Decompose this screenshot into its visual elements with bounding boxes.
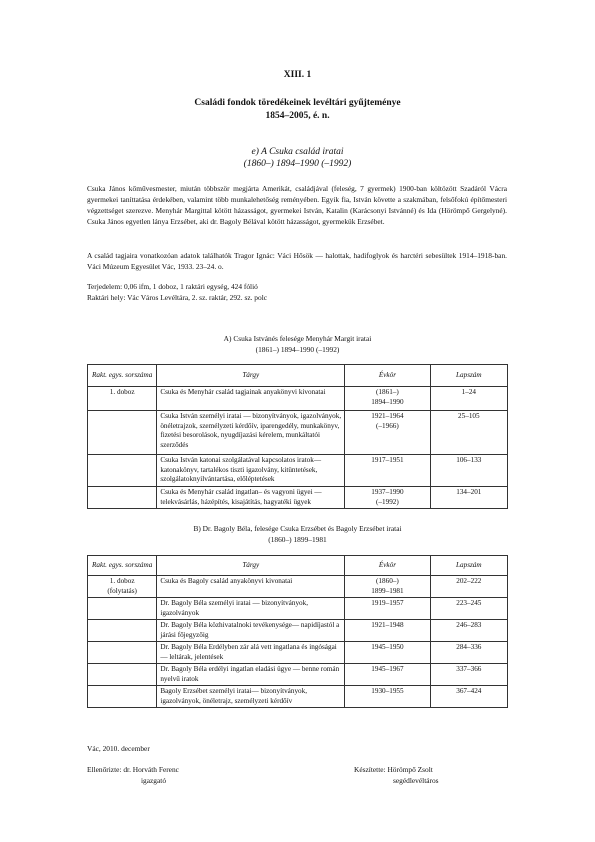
row-years: 1919–1957	[345, 598, 430, 620]
section-a-years: (1861–) 1894–1990 (–1992)	[255, 345, 340, 354]
row-years: 1945–1967	[345, 664, 430, 686]
table-row	[88, 576, 508, 598]
row-pages: 367–424	[430, 686, 507, 708]
row-pages: 25–105	[430, 411, 507, 455]
row-unit	[88, 642, 157, 664]
table-row	[88, 642, 508, 664]
row-years: 1921–1964 (–1966)	[345, 411, 430, 455]
row-pages: 246–283	[430, 620, 507, 642]
row-years: 1930–1955	[345, 686, 430, 708]
fond-title: e) A Csuka család iratai	[251, 147, 344, 157]
section-a-title: A) Csuka Istvánés felesége Menyhár Margit iratai	[223, 334, 372, 343]
intro-paragraph-sources: A család tagjaira vonatkozóan adatok találhatók Tragor Ignác: Váci Hősök — halottak, hadifoglyok és harctéri sebesültek 1914–1918-ban. Váci Múzeum Egyesület Vác, 1933. 23–24. o.	[87, 251, 507, 271]
table-row	[88, 387, 508, 411]
header-years: Évkör	[345, 556, 430, 576]
row-pages: 202–222	[430, 576, 507, 598]
row-pages: 106–133	[430, 455, 507, 487]
header-years: Évkör	[345, 365, 430, 387]
prepared-by-role: segédlevéltáros	[393, 776, 439, 785]
table-row	[88, 620, 508, 642]
row-subject: Dr. Bagoly Béla Erdélyben zár alá vett ingatlana és ingóságai— leltárak, jelentések	[157, 642, 345, 664]
row-pages: 284–336	[430, 642, 507, 664]
row-subject: Csuka és Menyhár család tagjainak anyakönyvi kivonatai	[157, 387, 345, 411]
header-pages: Lapszám	[430, 365, 507, 387]
table-row	[88, 411, 508, 455]
row-years: (1860–) 1899–1981	[345, 576, 430, 598]
fond-years: (1860–) 1894–1990 (–1992)	[243, 159, 352, 169]
row-unit: 1. doboz	[88, 387, 157, 411]
row-unit	[88, 664, 157, 686]
collection-title: Családi fondok töredékeinek levéltári gyűjteménye	[194, 98, 401, 108]
row-pages: 134–201	[430, 487, 507, 509]
place-date: Vác, 2010. december	[87, 744, 150, 753]
row-unit	[88, 455, 157, 487]
row-years: (1861–) 1894–1990	[345, 387, 430, 411]
row-pages: 223–245	[430, 598, 507, 620]
row-years: 1921–1948	[345, 620, 430, 642]
row-pages: 337–366	[430, 664, 507, 686]
section-b-years: (1860–) 1899–1981	[268, 535, 327, 544]
checked-by-role: igazgató	[141, 776, 167, 785]
row-subject: Csuka István személyi iratai — bizonyítványok, igazolványok, önéletrajzok, személyzeti kérdőív, iparengedély, munkakönyv, fizetési besorolások, nyugdíjazási kérelem, munkáltatói szerződés	[157, 411, 345, 455]
intro-paragraph-history: Csuka János kőművesmester, miután többször megjárta Amerikát, családjával (feleség, 7 gyermek) 1900-ban költözött Szadáról Vácra gyermekei taníttatása érdekében, valamint több munkalehetőség reményében. Egyik fia, István követte a szakmában, felsőfokú építőmesteri végzettséget szerezve. Menyhár Margittal kötött házasságot, gyermekei István, Katalin (Karácsonyi Istvánné) és Ida (Hörömpő Gergelyné). Csuka János egyetlen lánya Erzsébet, aki dr. Bagoly Bélával kötött házasságot, gyermekük Erzsébet.	[87, 184, 507, 226]
row-years: 1917–1951	[345, 455, 430, 487]
table-row	[88, 686, 508, 708]
row-subject: Bagoly Erzsébet személyi iratai— bizonyítványok, igazolványok, önéletrajz, személyzeti kérdőív	[157, 686, 345, 708]
row-subject: Dr. Bagoly Béla közhivatalnoki tevékenysége— napidíjastól a járási főjegyzőig	[157, 620, 345, 642]
checked-by: Ellenőrizte: dr. Horváth Ferenc	[87, 765, 179, 774]
prepared-by: Készítette: Hörömpő Zsolt	[354, 765, 433, 774]
row-subject: Csuka István katonai szolgálatával kapcsolatos iratok— katonakönyv, tartalékos tiszti igazolvány, kitüntetések, szolgálatoknyilvántartása, előléptetések	[157, 455, 345, 487]
row-subject: Csuka és Menyhár család ingatlan– és vagyoni ügyei — telekvásárlás, házépítés, kisajátítás, hagyatéki ügyek	[157, 487, 345, 509]
section-b-table	[87, 555, 508, 708]
header-unit: Rakt. egys. sorszáma	[88, 556, 157, 576]
section-a-table	[87, 364, 508, 509]
table-header-row	[88, 556, 508, 576]
extent-note: Terjedelem: 0,06 ifm, 1 doboz, 1 raktári egység, 424 fólió	[87, 282, 258, 291]
row-subject: Csuka és Bagoly család anyakönyvi kivonatai	[157, 576, 345, 598]
header-pages: Lapszám	[430, 556, 507, 576]
row-pages: 1–24	[430, 387, 507, 411]
collection-years: 1854–2005, é. n.	[265, 111, 330, 121]
row-years: 1945–1950	[345, 642, 430, 664]
table-row	[88, 455, 508, 487]
row-years: 1937–1990 (–1992)	[345, 487, 430, 509]
section-b-title: B) Dr. Bagoly Béla, felesége Csuka Erzsébet és Bagoly Erzsébet iratai	[193, 524, 402, 533]
table-row	[88, 598, 508, 620]
row-unit	[88, 487, 157, 509]
row-unit: 1. doboz (folytatás)	[88, 576, 157, 598]
row-subject: Dr. Bagoly Béla erdélyi ingatlan eladási ügye — benne román nyelvű iratok	[157, 664, 345, 686]
row-unit	[88, 598, 157, 620]
header-unit: Rakt. egys. sorszáma	[88, 365, 157, 387]
header-subject: Tárgy	[157, 365, 345, 387]
series-number: XIII. 1	[283, 70, 312, 80]
row-unit	[88, 411, 157, 455]
storage-location-note: Raktári hely: Vác Város Levéltára, 2. sz. raktár, 292. sz. polc	[87, 293, 268, 302]
table-row	[88, 664, 508, 686]
table-header-row	[88, 365, 508, 387]
header-subject: Tárgy	[157, 556, 345, 576]
row-unit	[88, 620, 157, 642]
row-unit	[88, 686, 157, 708]
table-row	[88, 487, 508, 509]
row-subject: Dr. Bagoly Béla személyi iratai — bizonyítványok, igazolványok	[157, 598, 345, 620]
